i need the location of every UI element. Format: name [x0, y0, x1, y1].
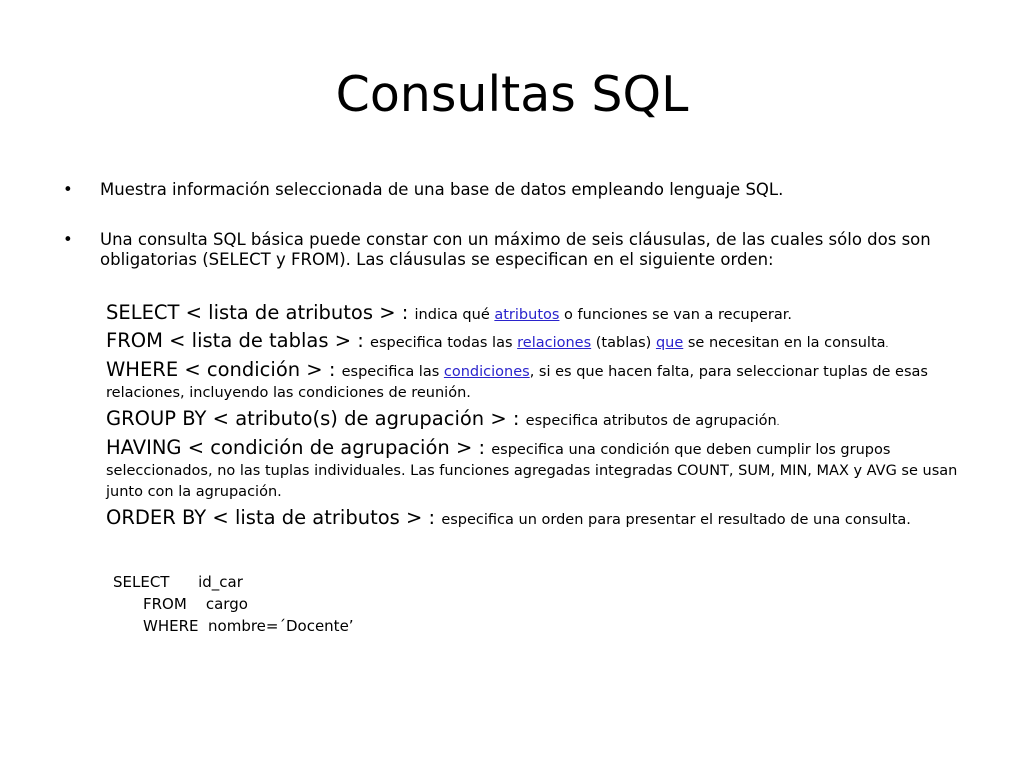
clause-groupby — [106, 406, 966, 432]
clause-orderby-head: ORDER BY < lista de atributos > : — [106, 506, 442, 529]
clause-from-head: FROM < lista de tablas > : — [106, 329, 371, 352]
bullet-item-2 — [63, 230, 973, 270]
clause-orderby-desc: especifica un orden para presentar el resultado de una consulta. — [441, 512, 911, 528]
link-relaciones[interactable]: relaciones — [517, 335, 592, 351]
sql-example-where: WHERE nombre=´Docente’ — [143, 617, 354, 635]
clause-groupby-tail: . — [776, 418, 780, 428]
clause-from-desc-1: especifica todas las — [370, 335, 518, 351]
clause-from — [106, 328, 966, 354]
clause-from-desc-3: se necesitan en la consulta — [683, 335, 886, 351]
clause-orderby — [106, 505, 966, 530]
clause-where-head: WHERE < condición > : — [106, 358, 342, 381]
clause-from-desc-2: (tablas) — [591, 335, 656, 351]
clause-select-desc-1: indica qué — [414, 307, 495, 323]
sql-example — [113, 571, 354, 637]
clause-where — [106, 357, 966, 403]
clause-from-desc — [370, 335, 888, 351]
slide-title: Consultas SQL — [335, 66, 689, 123]
link-condiciones[interactable]: condiciones — [443, 364, 530, 380]
clause-having — [106, 435, 966, 502]
bullet-dot-icon: • — [63, 180, 73, 199]
clause-groupby-desc-1: especifica atributos de agrupación — [525, 413, 777, 429]
clause-select — [106, 300, 966, 325]
clause-where-desc-1: especifica las — [341, 364, 444, 380]
sql-example-from: FROM cargo — [143, 595, 248, 613]
clause-where-desc-2: , si es que hacen falta, para seleccionar tuplas de esas relaciones, incluyendo las condiciones de reunión. — [106, 364, 928, 401]
clause-groupby-desc — [526, 413, 780, 429]
bullet-list — [63, 180, 973, 270]
bullet-text-1: Muestra información seleccionada de una base de datos empleando lenguaje SQL. — [100, 180, 784, 199]
clause-select-desc — [415, 307, 792, 323]
bullet-item-1 — [63, 180, 973, 200]
bullet-dot-icon: • — [63, 230, 73, 249]
bullet-text-2: Una consulta SQL básica puede constar con un máximo de seis cláusulas, de las cuales sólo dos son obligatorias (SELECT y FROM). Las cláusulas se especifican en el siguiente orden: — [100, 230, 931, 269]
link-atributos[interactable]: atributos — [494, 307, 560, 323]
clause-select-desc-2: o funciones se van a recuperar. — [559, 307, 792, 323]
clause-list — [106, 300, 966, 533]
clause-select-head: SELECT < lista de atributos > : — [106, 301, 415, 324]
clause-having-desc: especifica una condición que deben cumplir los grupos seleccionados, no las tuplas individuales. Las funciones agregadas integradas COUNT, SUM, MIN, MAX y AVG se usan junto con la agrupación. — [106, 442, 958, 500]
clause-from-tail: . — [885, 340, 889, 350]
link-que[interactable]: que — [655, 335, 684, 351]
sql-example-select: SELECT id_car — [113, 573, 243, 591]
clause-groupby-head: GROUP BY < atributo(s) de agrupación > : — [106, 407, 526, 430]
clause-having-head: HAVING < condición de agrupación > : — [106, 436, 492, 459]
